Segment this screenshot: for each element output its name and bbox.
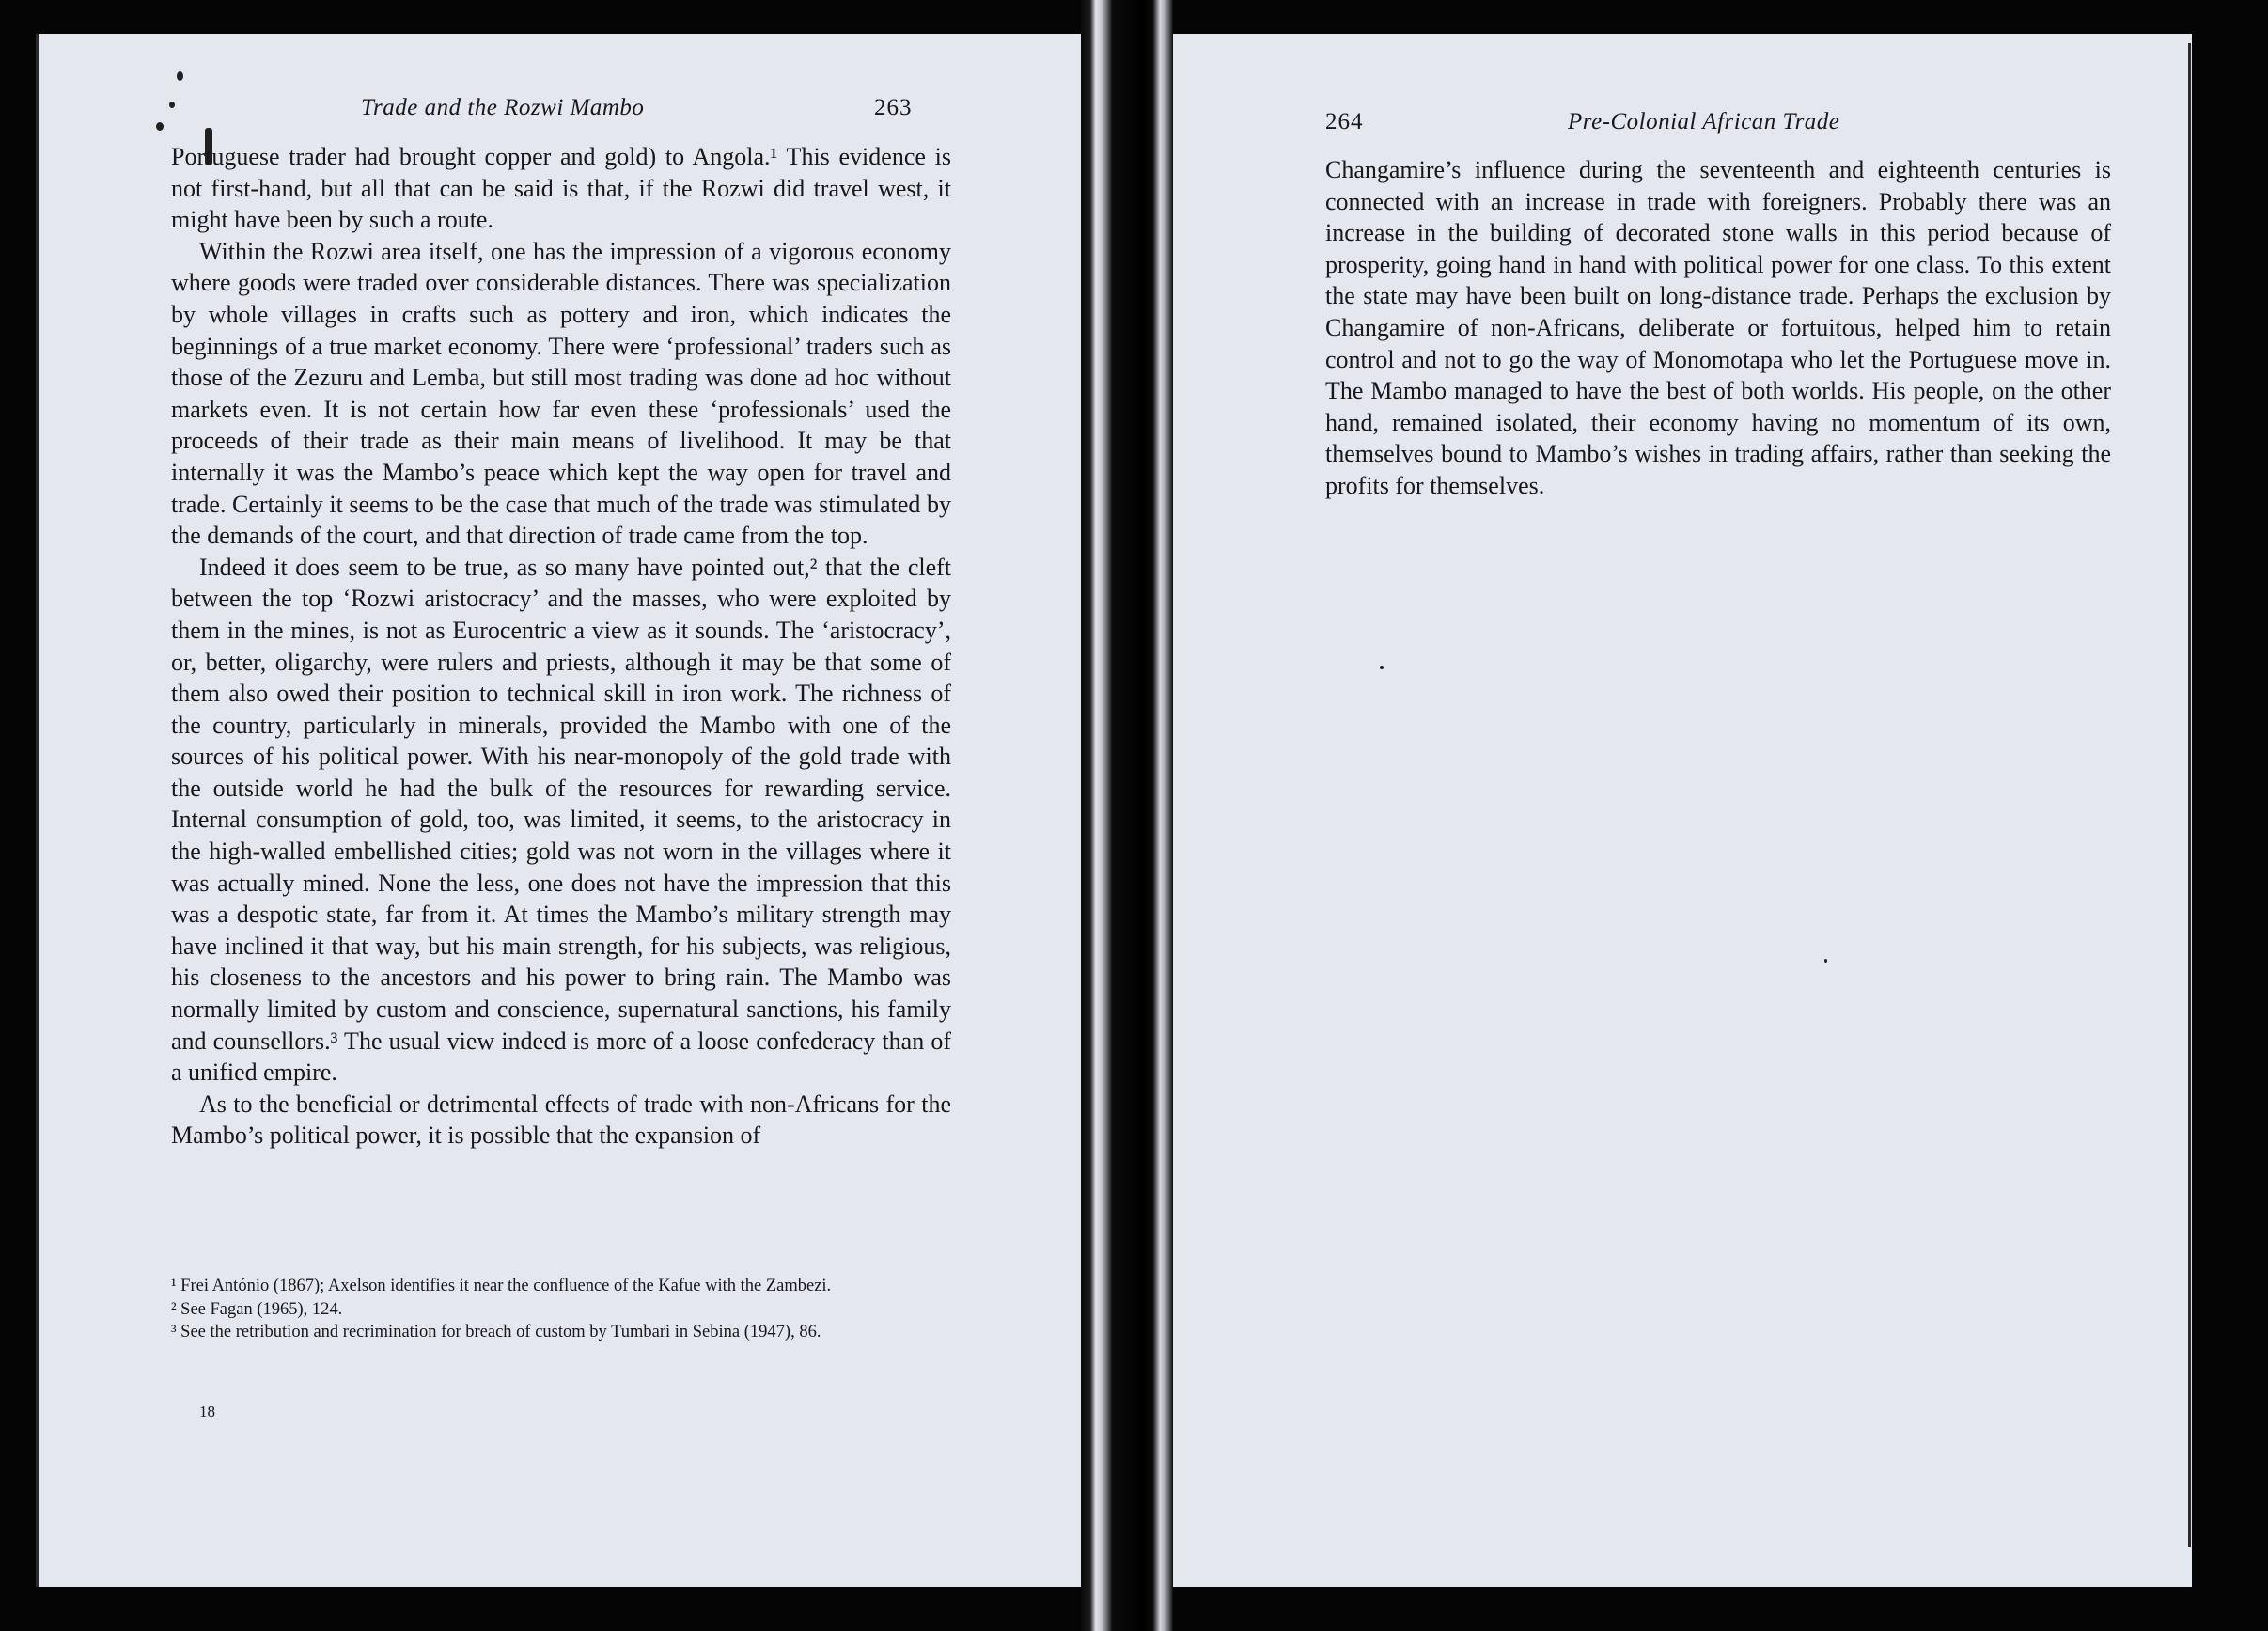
paragraph: Within the Rozwi area itself, one has the impression of a vigorous economy where goods were traded over considerable distances. There was specialization by whole villages in crafts such as pottery and iron, which indicates the beginnings of a true market economy. There were ‘professional’ traders such as those of the Zezuru and Lemba, but still most trading was done ad hoc without markets even. It is not certain how far even these ‘professionals’ used the proceeds of their trade as their main means of livelihood. It may be that internally it was the Mambo’s peace which kept the way open for travel and trade. Certainly it seems to be the case that much of the trade was stimulated by the demands of the court, and that direction of trade came from the top. (171, 237, 951, 550)
page-edge-line (36, 34, 39, 1587)
ink-speck (169, 102, 175, 108)
left-page (36, 34, 1081, 1587)
page-number: 263 (874, 95, 913, 120)
page-edge-line (2188, 43, 2191, 1547)
body-text (171, 141, 951, 1152)
paragraph: Changamire’s influence during the seventeenth and eighteenth centuries is connected with an increase in trade with foreigners. Probably there was an increase in the building of decorated stone walls in this period because of prosperity, going hand in hand with political power for one class. To this extent the state may have been built on long-distance trade. Perhaps the exclusion by Changamire of non-Africans, deliberate or fortuitous, helped him to retain control and not to go the way of Monomotapa who let the Portuguese move in. The Mambo managed to have the best of both worlds. His people, on the other hand, remained isolated, their economy having no momentum of its own, themselves bound to Mambo’s wishes in trading affairs, rather than seeking the profits for themselves. (1325, 156, 2111, 499)
ink-speck (1380, 666, 1384, 669)
right-page (1173, 34, 2192, 1587)
running-head (361, 95, 644, 121)
footnote: ³ See the retribution and recrimination for breach of custom by Tumbari in Sebina (1947), 86. (171, 1323, 821, 1341)
running-head (1568, 109, 1839, 135)
signature-mark: 18 (199, 1403, 215, 1420)
footnote: ² See Fagan (1965), 124. (171, 1299, 343, 1319)
paragraph: As to the beneficial or detrimental effects of trade with non-Africans for the Mambo’s political power, it is possible that the expansion of (171, 1090, 951, 1150)
footnote: ¹ Frei António (1867); Axelson identifies it near the confluence of the Kafue with the Zambezi. (171, 1277, 832, 1295)
running-head-title: Trade and the Rozwi Mambo (361, 95, 645, 120)
running-head-title: Pre-Colonial African Trade (1568, 109, 1840, 134)
book-gutter (1081, 0, 1173, 1631)
paragraph: Indeed it does seem to be true, as so many have pointed out,² that the cleft between the top ‘Rozwi aristocracy’ and the masses, who were exploited by them in the mines, is not as Eurocentric a view as it sounds. The ‘aristocracy’, or, better, oligarchy, were rulers and priests, although it may be that some of them also owed their position to technical skill in iron work. The richness of the country, particularly in minerals, provided the Mambo with one of the sources of his political power. With his near-monopoly of the gold trade with the outside world he had the bulk of the resources for rewarding service. Internal consumption of gold, too, was limited, it seems, to the aristocracy in the high-walled embellished cities; gold was not worn in the villages where it was actually mined. None the less, one does not have the impression that this was a despotic state, far from it. At times the Mambo’s military strength may have inclined it that way, but his main strength, for his subjects, was religious, his closeness to the ancestors and his power to bring rain. The Mambo was normally limited by custom and conscience, supernatural sanctions, his family and counsellors.³ The usual view indeed is more of a loose confederacy than of a unified empire. (171, 553, 951, 1087)
footnotes (171, 1275, 951, 1344)
ink-speck (1824, 959, 1827, 963)
paragraph: Portuguese trader had brought copper and gold) to Angola.¹ This evidence is not first-hand, but all that can be said is that, if the Rozwi did travel west, it might have been by such a route. (171, 143, 951, 234)
body-text (1325, 154, 2111, 502)
ink-speck (156, 122, 164, 131)
page-number: 264 (1325, 109, 1364, 134)
ink-speck (177, 71, 183, 81)
